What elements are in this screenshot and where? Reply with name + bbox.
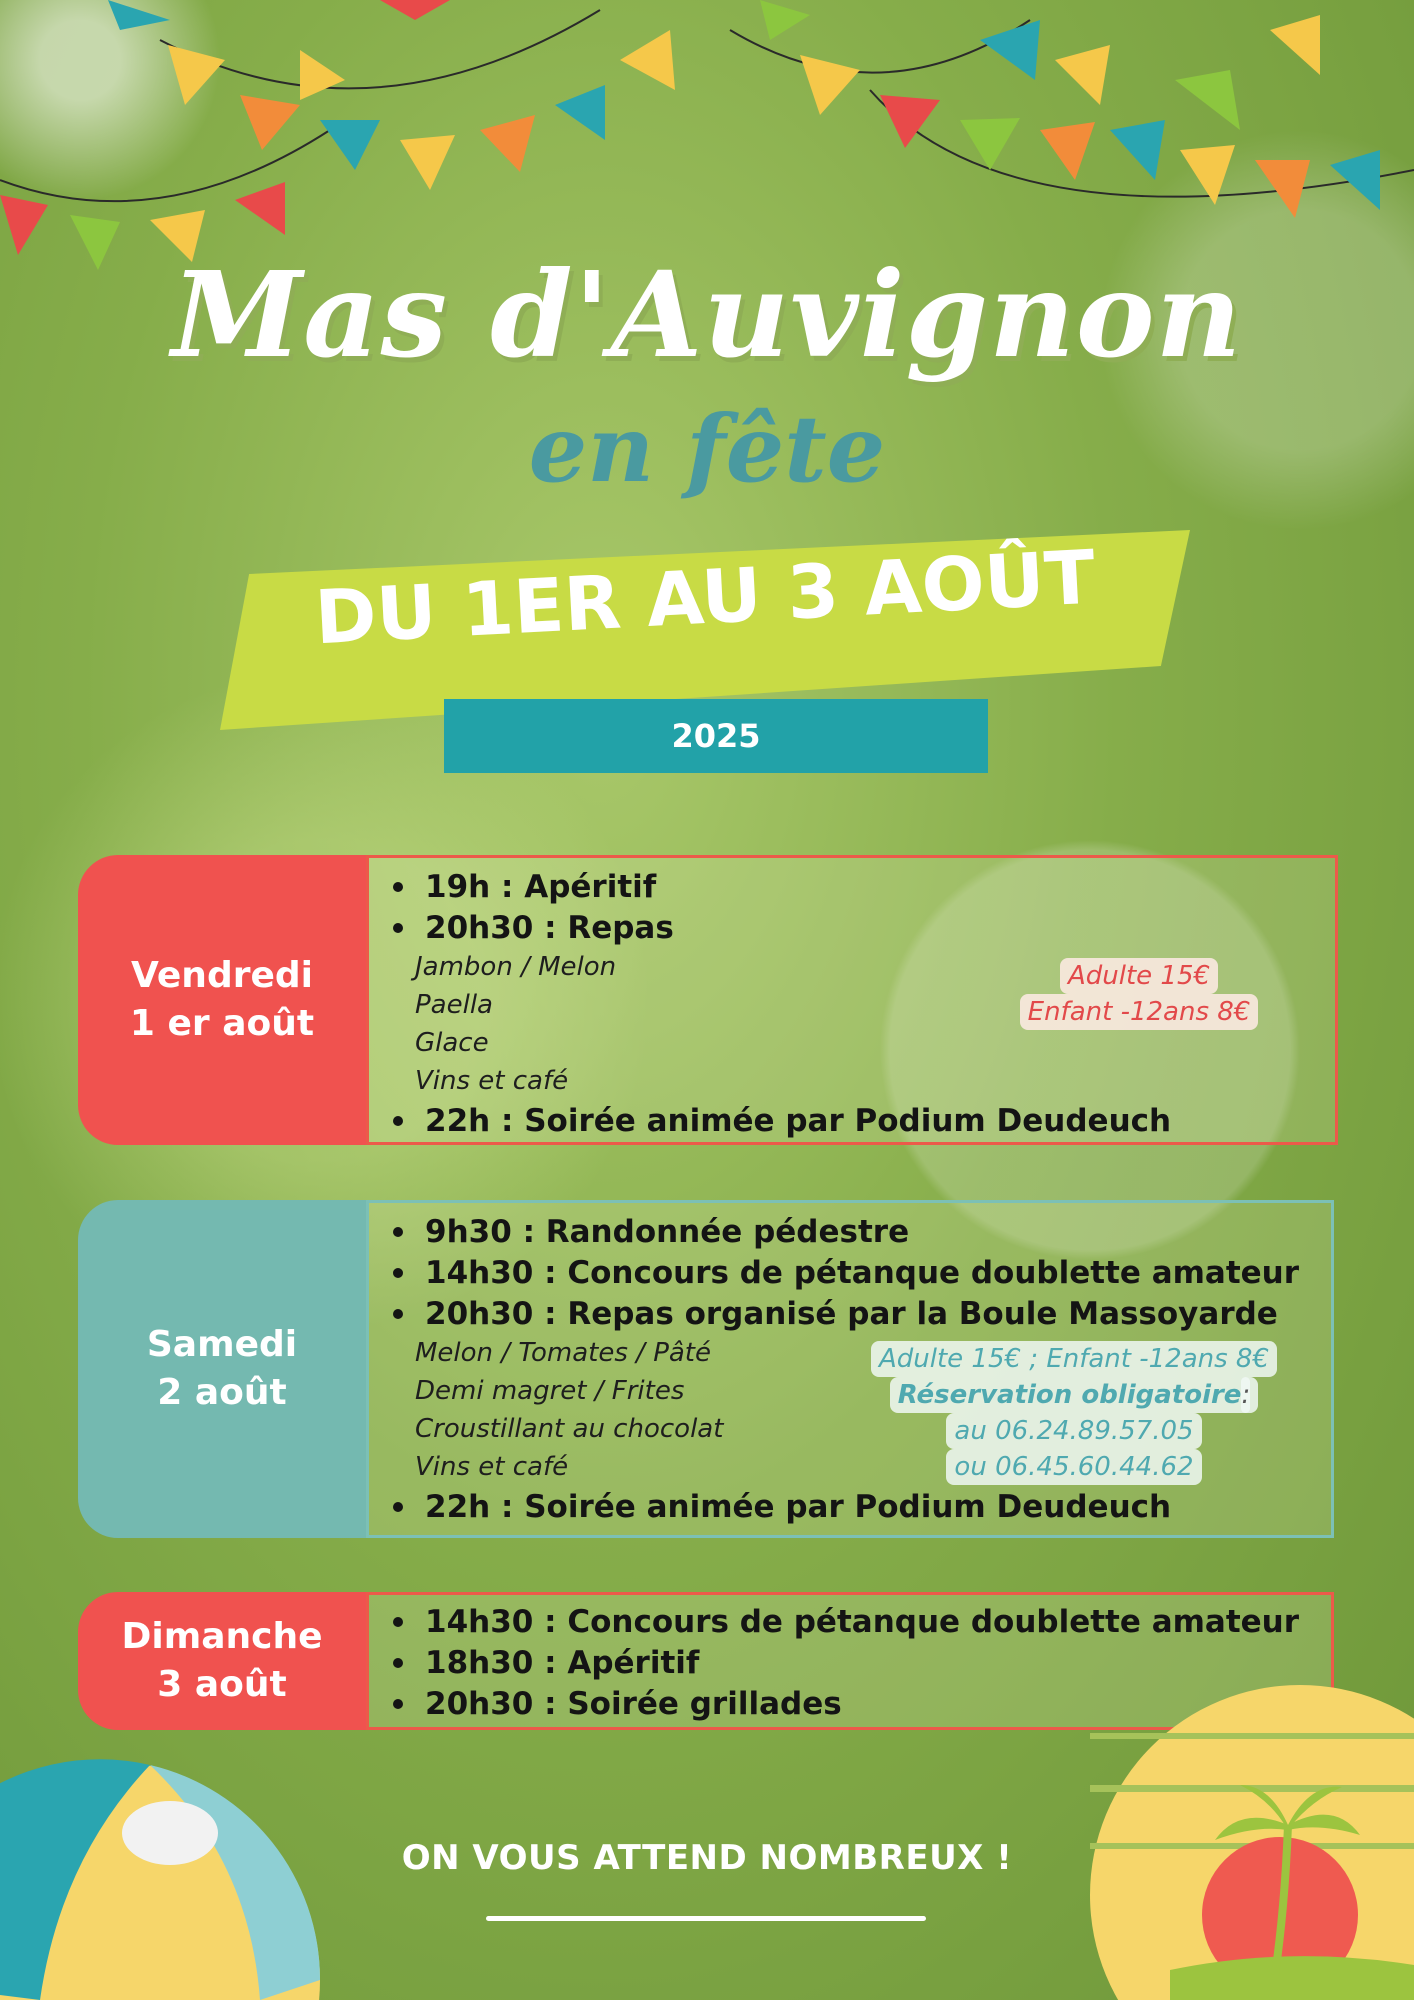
list-item: 20h30 : Repas organisé par la Boule Massoyarde bbox=[393, 1293, 1331, 1334]
footer-divider bbox=[486, 1916, 926, 1921]
bullet-icon bbox=[393, 1617, 403, 1627]
bullet-icon bbox=[393, 1227, 403, 1237]
list-item: 20h30 : Repas bbox=[393, 907, 1335, 948]
bullet-icon bbox=[393, 1502, 403, 1512]
bullet-icon bbox=[393, 1699, 403, 1709]
list-item: 14h30 : Concours de pétanque doublette amateur bbox=[393, 1252, 1331, 1293]
menu-item: Vins et café bbox=[415, 1452, 569, 1482]
phone-number: au 06.24.89.57.05 bbox=[946, 1413, 1201, 1449]
bullet-icon bbox=[393, 882, 403, 892]
day-date: 3 août bbox=[157, 1664, 287, 1705]
menu-item: Demi magret / Frites bbox=[415, 1376, 685, 1406]
day-label bbox=[78, 1592, 366, 1730]
day-name: Vendredi bbox=[131, 955, 313, 996]
date-banner: DU 1ER AU 3 AOÛT bbox=[312, 534, 1098, 662]
list-item: 20h30 : Soirée grillades bbox=[393, 1683, 1331, 1724]
list-item: 18h30 : Apéritif bbox=[393, 1642, 1331, 1683]
bullet-icon bbox=[393, 923, 403, 933]
menu-item: Vins et café bbox=[415, 1066, 569, 1096]
price-info: Adulte 15€ Enfant -12ans 8€ bbox=[949, 958, 1329, 1030]
list-item: 22h : Soirée animée par Podium Deudeuch bbox=[393, 1486, 1331, 1527]
menu-item: Glace bbox=[415, 1028, 489, 1058]
day-date: 1 er août bbox=[129, 1003, 315, 1044]
bullet-icon bbox=[393, 1268, 403, 1278]
bullet-icon bbox=[393, 1309, 403, 1319]
menu-item: Paella bbox=[415, 990, 493, 1020]
event-subtitle: en fête bbox=[528, 395, 886, 503]
phone-number: ou 06.45.60.44.62 bbox=[946, 1449, 1201, 1485]
day-saturday bbox=[78, 1200, 1334, 1538]
reservation-label: Réservation obligatoire bbox=[897, 1380, 1242, 1410]
menu-item: Melon / Tomates / Pâté bbox=[415, 1338, 711, 1368]
menu-item: Croustillant au chocolat bbox=[415, 1414, 724, 1444]
day-label bbox=[78, 855, 366, 1145]
day-label bbox=[78, 1200, 366, 1538]
day-name: Samedi bbox=[146, 1324, 298, 1365]
list-item: 9h30 : Randonnée pédestre bbox=[393, 1211, 1331, 1252]
list-item: 19h : Apéritif bbox=[393, 866, 1335, 907]
bullet-icon bbox=[393, 1658, 403, 1668]
list-item: 22h : Soirée animée par Podium Deudeuch bbox=[393, 1100, 1335, 1141]
event-title: Mas d'Auvignon bbox=[171, 245, 1243, 384]
day-friday bbox=[78, 855, 1338, 1145]
day-name: Dimanche bbox=[121, 1616, 323, 1657]
list-item: 14h30 : Concours de pétanque doublette amateur bbox=[393, 1601, 1331, 1642]
year-badge: 2025 bbox=[444, 699, 988, 773]
reservation-info: Adulte 15€ ; Enfant -12ans 8€ Réservation obligatoire: au 06.24.89.57.05 ou 06.45.60.44.62 bbox=[839, 1341, 1309, 1485]
menu-item: Jambon / Melon bbox=[415, 952, 617, 982]
footer-message: ON VOUS ATTEND NOMBREUX ! bbox=[401, 1838, 1013, 1878]
day-schedule bbox=[366, 1200, 1334, 1538]
bullet-icon bbox=[393, 1116, 403, 1126]
day-date: 2 août bbox=[157, 1372, 287, 1413]
sunset-palm-icon bbox=[1090, 1665, 1414, 2000]
day-schedule bbox=[366, 855, 1338, 1145]
